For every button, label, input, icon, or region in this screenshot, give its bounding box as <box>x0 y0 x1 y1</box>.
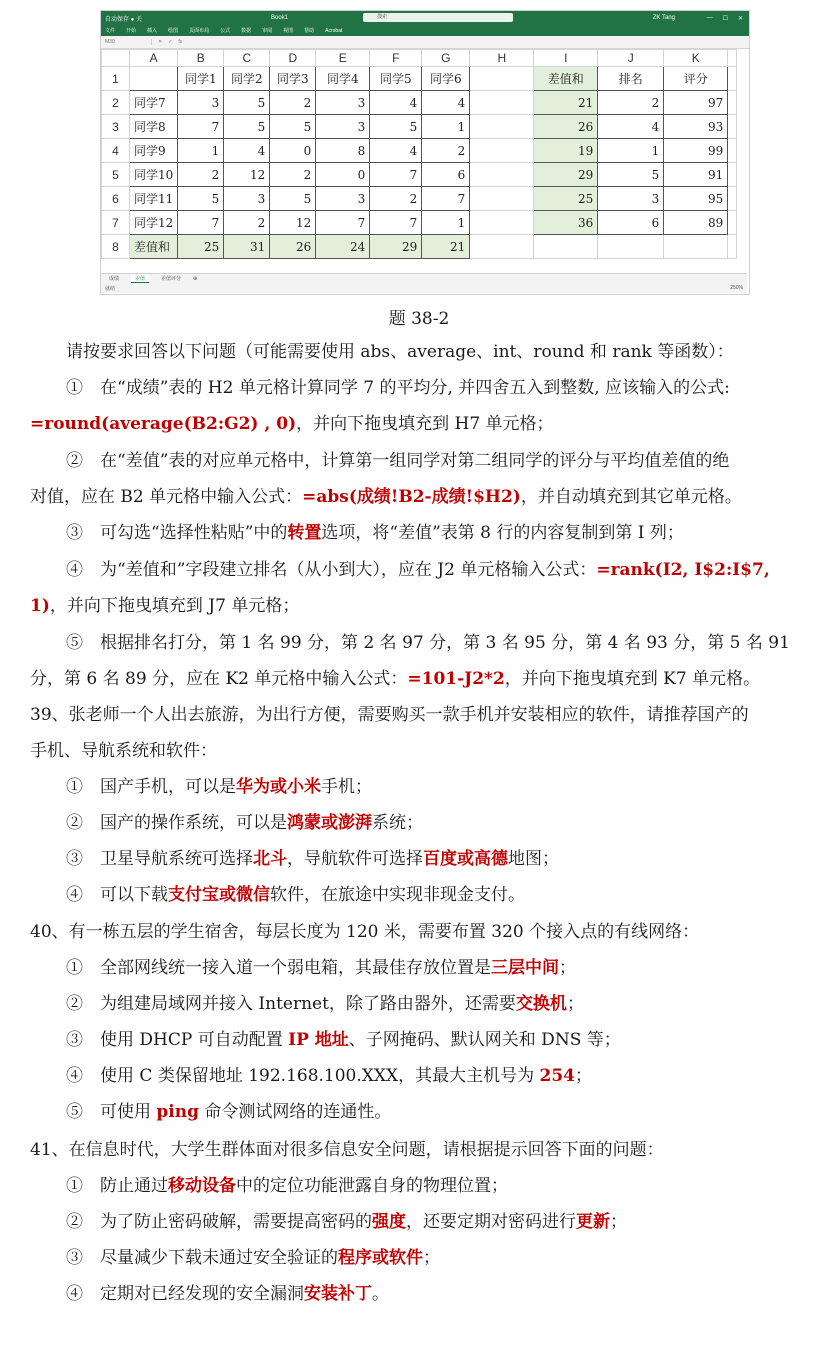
answer: 程序或软件 <box>338 1248 423 1268</box>
text: ④ 使用 C 类保留地址 192.168.100.XXX，其最大主机号为 <box>66 1066 540 1086</box>
cell[interactable] <box>664 235 728 259</box>
cell[interactable]: 同学4 <box>316 67 370 91</box>
cell[interactable]: 93 <box>664 115 728 139</box>
q39-item-1 <box>66 777 372 797</box>
autosave-toggle[interactable]: 自动保存 ● 关 <box>105 16 142 23</box>
add-sheet-icon[interactable]: ⊕ <box>193 275 198 282</box>
excel-title-bar <box>101 11 749 25</box>
cell[interactable]: 2 <box>270 163 316 187</box>
text: ，并向下拖曳填充到 K7 单元格。 <box>504 669 761 689</box>
cell[interactable]: 同学11 <box>130 187 178 211</box>
text: 41、在信息时代，大学生群体面对很多信息安全问题，请根据提示回答下面的问题： <box>30 1140 664 1160</box>
cell[interactable] <box>470 91 534 115</box>
text: 对值，应在 B2 单元格中输入公式： <box>30 487 303 507</box>
q38-item-1-cont <box>30 414 554 434</box>
column-header[interactable]: K <box>664 50 728 67</box>
ribbon-tab[interactable]: 插入 <box>147 28 158 34</box>
cell[interactable]: 评分 <box>664 67 728 91</box>
cell[interactable]: 21 <box>534 91 598 115</box>
answer: 华为或小米 <box>236 777 321 797</box>
column-header[interactable]: I <box>534 50 598 67</box>
sheet-tabs <box>101 273 747 283</box>
cell[interactable]: 3 <box>178 91 224 115</box>
cell[interactable]: 26 <box>270 235 316 259</box>
select-all-corner[interactable] <box>102 50 130 67</box>
cell[interactable] <box>534 235 598 259</box>
text: ； <box>423 1248 440 1268</box>
text: ③ 尽量减少下载未通过安全验证的 <box>66 1248 338 1268</box>
cell[interactable]: 3 <box>316 91 370 115</box>
instruction-line <box>66 342 734 362</box>
column-header[interactable]: A <box>130 50 178 67</box>
cell[interactable]: 2 <box>598 91 664 115</box>
close-icon[interactable]: ✕ <box>737 15 743 22</box>
text: ； <box>574 1066 592 1086</box>
text: ⑤ 根据排名打分，第 1 名 99 分，第 2 名 97 分，第 3 名 95 分，第 4 名 93 分，第 5 名 91 <box>66 633 790 653</box>
text: ，并向下拖曳填充到 J7 单元格； <box>49 596 300 616</box>
answer: 交换机 <box>515 994 567 1014</box>
cell[interactable]: 3 <box>316 187 370 211</box>
answer: IP 地址 <box>288 1030 349 1050</box>
cell[interactable]: 97 <box>664 91 728 115</box>
q40-item-4 <box>66 1066 592 1086</box>
cell[interactable]: 4 <box>224 139 270 163</box>
cell[interactable]: 7 <box>370 163 422 187</box>
cell[interactable] <box>470 187 534 211</box>
cell[interactable]: 6 <box>422 163 470 187</box>
text: 系统； <box>372 813 423 833</box>
text: 请按要求回答以下问题（可能需要使用 abs、average、int、round 和 rank 等函数）： <box>66 342 734 362</box>
cell[interactable]: 0 <box>316 163 370 187</box>
cell[interactable]: 4 <box>370 139 422 163</box>
answer: 北斗 <box>253 849 287 869</box>
cell[interactable]: 7 <box>370 211 422 235</box>
text: 手机； <box>321 777 372 797</box>
cell[interactable]: 24 <box>316 235 370 259</box>
text: ① 防止通过 <box>66 1176 168 1196</box>
q40-item-5 <box>66 1102 391 1122</box>
row-header[interactable]: 2 <box>102 91 130 115</box>
sheet-tab[interactable]: 差值 <box>131 275 149 283</box>
cell[interactable]: 同学5 <box>370 67 422 91</box>
cell[interactable]: 4 <box>598 115 664 139</box>
column-header[interactable]: J <box>598 50 664 67</box>
cell[interactable]: 99 <box>664 139 728 163</box>
text: ③ 卫星导航系统可选择 <box>66 849 253 869</box>
cell[interactable]: 1 <box>422 211 470 235</box>
cell[interactable] <box>130 67 178 91</box>
cell[interactable]: 同学3 <box>270 67 316 91</box>
ribbon-tabs <box>101 25 749 36</box>
ribbon-tab[interactable]: 绘图 <box>168 28 179 34</box>
answer: =abs(成绩!B2-成绩!$H2) <box>302 487 521 507</box>
cell[interactable]: 2 <box>178 163 224 187</box>
column-header[interactable]: F <box>370 50 422 67</box>
text: ② 为组建局域网并接入 Internet，除了路由器外，还需要 <box>66 994 516 1014</box>
zoom-level[interactable]: 250% <box>730 285 743 291</box>
text: ③ 使用 DHCP 可自动配置 <box>66 1030 289 1050</box>
cell[interactable]: 12 <box>224 163 270 187</box>
q38-item-2 <box>66 451 729 471</box>
cell[interactable] <box>470 115 534 139</box>
cell[interactable]: 1 <box>178 139 224 163</box>
user-name[interactable]: ZK Tang <box>652 15 675 21</box>
column-header[interactable]: E <box>316 50 370 67</box>
q38-item-5 <box>66 633 790 653</box>
q39-item-3 <box>66 849 559 869</box>
answer: 移动设备 <box>168 1176 236 1196</box>
cell[interactable]: 同学12 <box>130 211 178 235</box>
q40-item-1 <box>66 958 576 978</box>
ribbon-tab[interactable]: 开始 <box>126 28 137 34</box>
text: 手机、导航系统和软件： <box>30 741 217 761</box>
q39-item-2 <box>66 813 423 833</box>
q41-item-2 <box>66 1212 627 1232</box>
status-text: 就绪 <box>105 285 116 292</box>
text: ④ 可以下载 <box>66 885 168 905</box>
text: 地图； <box>508 849 559 869</box>
window-controls <box>707 15 743 22</box>
name-box[interactable]: M30 <box>105 39 152 45</box>
cell[interactable]: 26 <box>534 115 598 139</box>
cell[interactable]: 25 <box>534 187 598 211</box>
cell[interactable]: 差值和 <box>534 67 598 91</box>
q38-item-3 <box>66 523 684 543</box>
cell[interactable]: 5 <box>224 91 270 115</box>
cell[interactable]: 7 <box>316 211 370 235</box>
row-header[interactable]: 1 <box>102 67 130 91</box>
cell[interactable]: 差值和 <box>130 235 178 259</box>
sheet-tab[interactable]: 差值评分 <box>161 276 182 282</box>
cell[interactable]: 排名 <box>598 67 664 91</box>
function-icon[interactable]: fx <box>178 39 183 45</box>
row-header[interactable]: 3 <box>102 115 130 139</box>
sheet-tab[interactable]: 成绩 <box>109 276 120 282</box>
enter-icon[interactable]: ✓ <box>168 39 173 45</box>
cell[interactable]: 2 <box>370 187 422 211</box>
cell[interactable]: 5 <box>370 115 422 139</box>
cell[interactable]: 5 <box>224 115 270 139</box>
row-header[interactable]: 6 <box>102 187 130 211</box>
row-header[interactable]: 5 <box>102 163 130 187</box>
answer: ping <box>156 1102 199 1122</box>
text: ，并向下拖曳填充到 H7 单元格； <box>296 414 554 434</box>
answer: 支付宝或微信 <box>168 885 270 905</box>
text: 、子网掩码、默认网关和 DNS 等； <box>348 1030 621 1050</box>
text: ② 在“差值”表的对应单元格中，计算第一组同学对第二组同学的评分与平均值差值的绝 <box>66 451 730 471</box>
q38-item-1 <box>66 378 730 398</box>
cell[interactable] <box>470 67 534 91</box>
text: 软件，在旅途中实现非现金支付。 <box>270 885 525 905</box>
text: 中的定位功能泄露自身的物理位置； <box>236 1176 508 1196</box>
text: ； <box>610 1212 627 1232</box>
cell[interactable]: 4 <box>370 91 422 115</box>
ribbon-tab[interactable]: 文件 <box>105 28 116 34</box>
row-header[interactable]: 8 <box>102 235 130 259</box>
ribbon-tab[interactable]: 视图 <box>283 28 294 34</box>
cell[interactable]: 3 <box>598 187 664 211</box>
cell[interactable] <box>470 211 534 235</box>
cell[interactable]: 89 <box>664 211 728 235</box>
cell[interactable]: 同学2 <box>224 67 270 91</box>
text: ① 国产手机，可以是 <box>66 777 236 797</box>
ribbon-tab[interactable]: Acrobat <box>325 27 343 34</box>
row-header[interactable]: 4 <box>102 139 130 163</box>
cell[interactable]: 8 <box>316 139 370 163</box>
cell[interactable]: 21 <box>422 235 470 259</box>
figure-caption: 题 38-2 <box>388 309 450 329</box>
text: 40、有一栋五层的学生宿舍，每层长度为 120 米，需要布置 320 个接入点的有线网络： <box>30 922 700 942</box>
cell[interactable]: 2 <box>270 91 316 115</box>
cell[interactable]: 7 <box>422 187 470 211</box>
q41-stem <box>30 1140 664 1160</box>
text: 。 <box>372 1284 389 1304</box>
ribbon-tab[interactable]: 审阅 <box>262 28 273 34</box>
text: ② 国产的操作系统，可以是 <box>66 813 287 833</box>
cell[interactable]: 3 <box>224 187 270 211</box>
answer: 强度 <box>372 1212 406 1232</box>
cancel-icon[interactable]: ✕ <box>158 39 163 45</box>
cell[interactable]: 0 <box>270 139 316 163</box>
maximize-icon[interactable]: ☐ <box>722 15 728 22</box>
q41-item-1 <box>66 1176 508 1196</box>
cell[interactable]: 2 <box>422 139 470 163</box>
text: ； <box>559 958 576 978</box>
column-header[interactable]: C <box>224 50 270 67</box>
ribbon-tab[interactable]: 页面布局 <box>189 28 210 34</box>
cell[interactable]: 4 <box>422 91 470 115</box>
document-title: Book1 <box>271 15 289 21</box>
cell[interactable] <box>598 235 664 259</box>
cell[interactable]: 12 <box>270 211 316 235</box>
text: ，导航软件可选择 <box>287 849 423 869</box>
cell[interactable]: 同学8 <box>130 115 178 139</box>
cell[interactable]: 7 <box>178 115 224 139</box>
ribbon-tab[interactable]: 数据 <box>241 28 252 34</box>
cell[interactable]: 19 <box>534 139 598 163</box>
q38-item-5-cont <box>30 669 760 689</box>
cell[interactable]: 29 <box>370 235 422 259</box>
q41-item-3 <box>66 1248 440 1268</box>
cell[interactable]: 31 <box>224 235 270 259</box>
text: ④ 定期对已经发现的安全漏洞 <box>66 1284 304 1304</box>
cell[interactable]: 95 <box>664 187 728 211</box>
text: ② 为了防止密码破解，需要提高密码的 <box>66 1212 372 1232</box>
text: ，还要定期对密码进行 <box>406 1212 576 1232</box>
text: ① 全部网线统一接入道一个弱电箱，其最佳存放位置是 <box>66 958 491 978</box>
cell[interactable]: 3 <box>316 115 370 139</box>
cell[interactable] <box>470 235 534 259</box>
q41-item-4 <box>66 1284 389 1304</box>
answer: 百度或高德 <box>423 849 508 869</box>
answer: =101-J2*2 <box>407 669 505 689</box>
answer: 鸿蒙或澎湃 <box>287 813 372 833</box>
minimize-icon[interactable]: — <box>706 14 713 21</box>
cell[interactable]: 5 <box>178 187 224 211</box>
cell[interactable]: 91 <box>664 163 728 187</box>
text: 分，第 6 名 89 分，应在 K2 单元格中输入公式： <box>30 669 408 689</box>
cell[interactable]: 5 <box>598 163 664 187</box>
answer: 254 <box>539 1066 575 1086</box>
cell[interactable]: 5 <box>270 187 316 211</box>
text: ； <box>566 994 584 1014</box>
row-header[interactable]: 7 <box>102 211 130 235</box>
answer: 1) <box>30 596 50 616</box>
cell[interactable]: 7 <box>178 211 224 235</box>
cell[interactable]: 1 <box>422 115 470 139</box>
q38-item-4-cont <box>30 596 299 616</box>
cell[interactable]: 同学6 <box>422 67 470 91</box>
column-header[interactable]: B <box>178 50 224 67</box>
q39-item-4 <box>66 885 525 905</box>
text: ④ 为“差值和”字段建立排名（从小到大），应在 J2 单元格输入公式： <box>66 560 597 580</box>
answer: =round(average(B2:G2) , 0) <box>30 414 297 434</box>
cell[interactable]: 6 <box>598 211 664 235</box>
cell[interactable] <box>470 163 534 187</box>
q40-item-3 <box>66 1030 621 1050</box>
text: 命令测试网络的连通性。 <box>199 1102 392 1122</box>
search-input[interactable]: 搜索 <box>363 13 513 22</box>
cell[interactable]: 1 <box>598 139 664 163</box>
column-header[interactable]: H <box>470 50 534 67</box>
status-bar <box>101 283 747 293</box>
text: ③ 可勾选“选择性粘贴”中的 <box>66 523 288 543</box>
answer: 转置 <box>287 523 322 543</box>
cell[interactable]: 25 <box>178 235 224 259</box>
ribbon-tab[interactable]: 公式 <box>220 28 231 34</box>
cell[interactable]: 36 <box>534 211 598 235</box>
formula-bar <box>101 36 749 49</box>
q38-item-4 <box>66 560 770 580</box>
q40-stem <box>30 922 699 942</box>
cell[interactable]: 同学7 <box>130 91 178 115</box>
cell[interactable]: 同学10 <box>130 163 178 187</box>
column-header[interactable]: G <box>422 50 470 67</box>
answer: =rank(I2, I$2:I$7, <box>596 560 770 580</box>
text: ，并自动填充到其它单元格。 <box>520 487 742 507</box>
text: ① 在“成绩”表的 H2 单元格计算同学 7 的平均分, 并四舍五入到整数, 应该输入的公式: <box>66 378 730 398</box>
q39-stem <box>30 705 749 725</box>
cell[interactable] <box>470 139 534 163</box>
worksheet-grid[interactable] <box>101 49 747 259</box>
ribbon-tab[interactable]: 帮助 <box>304 28 315 34</box>
excel-screenshot <box>100 10 750 295</box>
answer: 更新 <box>576 1212 610 1232</box>
column-header[interactable]: D <box>270 50 316 67</box>
text: 选项，将“差值”表第 8 行的内容复制到第 I 列； <box>321 523 684 543</box>
answer: 安装补丁 <box>304 1284 372 1304</box>
q40-item-2 <box>66 994 584 1014</box>
q38-item-2-cont <box>30 487 742 507</box>
cell[interactable]: 同学9 <box>130 139 178 163</box>
text: 39、张老师一个人出去旅游，为出行方便，需要购买一款手机并安装相应的软件，请推荐国产的 <box>30 705 749 725</box>
cell[interactable]: 同学1 <box>178 67 224 91</box>
cell[interactable]: 2 <box>224 211 270 235</box>
q39-stem-cont <box>30 741 217 761</box>
answer: 三层中间 <box>491 958 559 978</box>
text: ⑤ 可使用 <box>66 1102 157 1122</box>
cell[interactable]: 5 <box>270 115 316 139</box>
cell[interactable]: 29 <box>534 163 598 187</box>
